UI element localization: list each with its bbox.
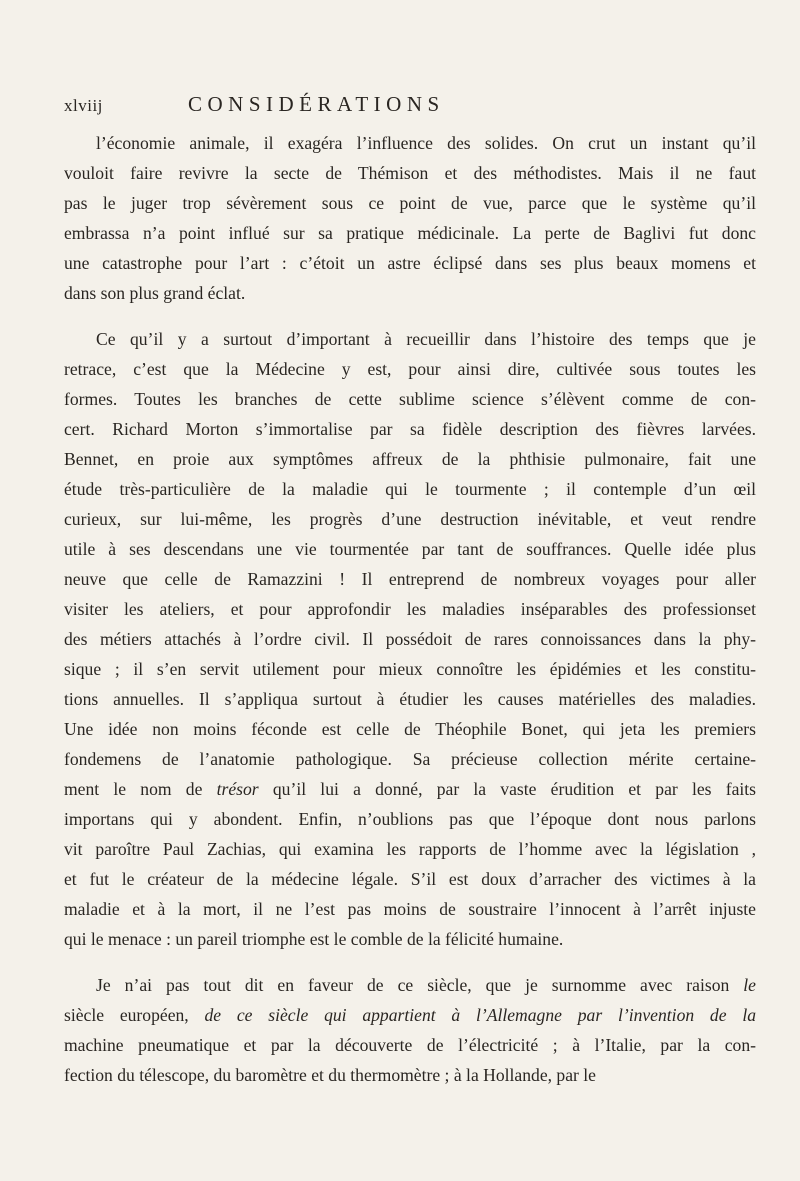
text-line: pas le juger trop sévèrement sous ce point de vue, parce que le système qu’il (64, 193, 756, 213)
text-line: des métiers attachés à l’ordre civil. Il possédoit de rares connoissances dans la phy- (64, 629, 756, 649)
paragraph (64, 324, 756, 954)
text-line: tions annuelles. Il s’appliqua surtout à étudier les causes matérielles des maladies. (64, 689, 756, 709)
text-line: fondemens de l’anatomie pathologique. Sa précieuse collection mérite certaine- (64, 749, 756, 769)
text-line: et fut le créateur de la médecine légale. S’il est doux d’arracher des victimes à la (64, 869, 756, 889)
text-line: vit paroître Paul Zachias, qui examina les rapports de l’homme avec la législation , (64, 839, 756, 859)
running-title: CONSIDÉRATIONS (188, 92, 445, 116)
text-line: neuve que celle de Ramazzini ! Il entreprend de nombreux voyages pour aller (64, 569, 756, 589)
page-number: xlviij (64, 96, 103, 115)
text-line: cert. Richard Morton s’immortalise par sa fidèle description des fièvres larvées. (64, 419, 756, 439)
text-line: visiter les ateliers, et pour approfondir les maladies inséparables des professionset (64, 599, 756, 619)
text-line: fection du télescope, du baromètre et du thermomètre ; à la Hollande, par le (64, 1065, 596, 1085)
italic-text: de ce siècle qui appartient à l’Allemagne par l’invention de la (188, 1005, 756, 1025)
text-line: retrace, c’est que la Médecine y est, pour ainsi dire, cultivée sous toutes les (64, 359, 756, 379)
text-line: une catastrophe pour l’art : c’étoit un astre éclipsé dans ses plus beaux momens et (64, 253, 756, 273)
text-line: Une idée non moins féconde est celle de Théophile Bonet, qui jeta les premiers (64, 719, 756, 739)
text-line: vouloit faire revivre la secte de Thémison et des méthodistes. Mais il ne faut (64, 163, 756, 183)
text-line: machine pneumatique et par la découverte de l’électricité ; à l’Italie, par la con- (64, 1035, 756, 1055)
italic-text: trésor (216, 779, 259, 799)
text-line: importans qui y abondent. Enfin, n’oublions pas que l’époque dont nous parlons (64, 809, 756, 829)
text-line: sique ; il s’en servit utilement pour mieux connoître les épidémies et les constitu- (64, 659, 756, 679)
text-line: utile à ses descendans une vie tourmentée par tant de souffrances. Quelle idée plus (64, 539, 756, 559)
text-line: embrassa n’a point influé sur sa pratique médicinale. La perte de Baglivi fut donc (64, 223, 756, 243)
paragraph (64, 970, 756, 1090)
text-line: Je n’ai pas tout dit en faveur de ce siècle, que je surnomme avec raison le (96, 975, 756, 995)
running-header (64, 92, 756, 120)
text-line: l’économie animale, il exagéra l’influence des solides. On crut un instant qu’il (96, 133, 756, 153)
text-line: siècle européen, de ce siècle qui appartient à l’Allemagne par l’invention de la (64, 1005, 756, 1025)
text-line: curieux, sur lui-même, les progrès d’une destruction inévitable, et veut rendre (64, 509, 756, 529)
text-line: formes. Toutes les branches de cette sublime science s’élèvent comme de con- (64, 389, 756, 409)
text-line: étude très-particulière de la maladie qui le tourmente ; il contemple d’un œil (64, 479, 756, 499)
text-line: Bennet, en proie aux symptômes affreux de la phthisie pulmonaire, fait une (64, 449, 756, 469)
body-text (64, 128, 756, 1106)
italic-text: le (743, 975, 756, 995)
text-line: dans son plus grand éclat. (64, 283, 246, 303)
text-line: qui le menace : un pareil triomphe est le comble de la félicité humaine. (64, 929, 564, 949)
text-line: Ce qu’il y a surtout d’important à recueillir dans l’histoire des temps que je (96, 329, 756, 349)
paragraph (64, 128, 756, 308)
text-line: maladie et à la mort, il ne l’est pas moins de soustraire l’innocent à l’arrêt injuste (64, 899, 756, 919)
text-line: ment le nom de trésor qu’il lui a donné, par la vaste érudition et par les faits (64, 779, 756, 799)
